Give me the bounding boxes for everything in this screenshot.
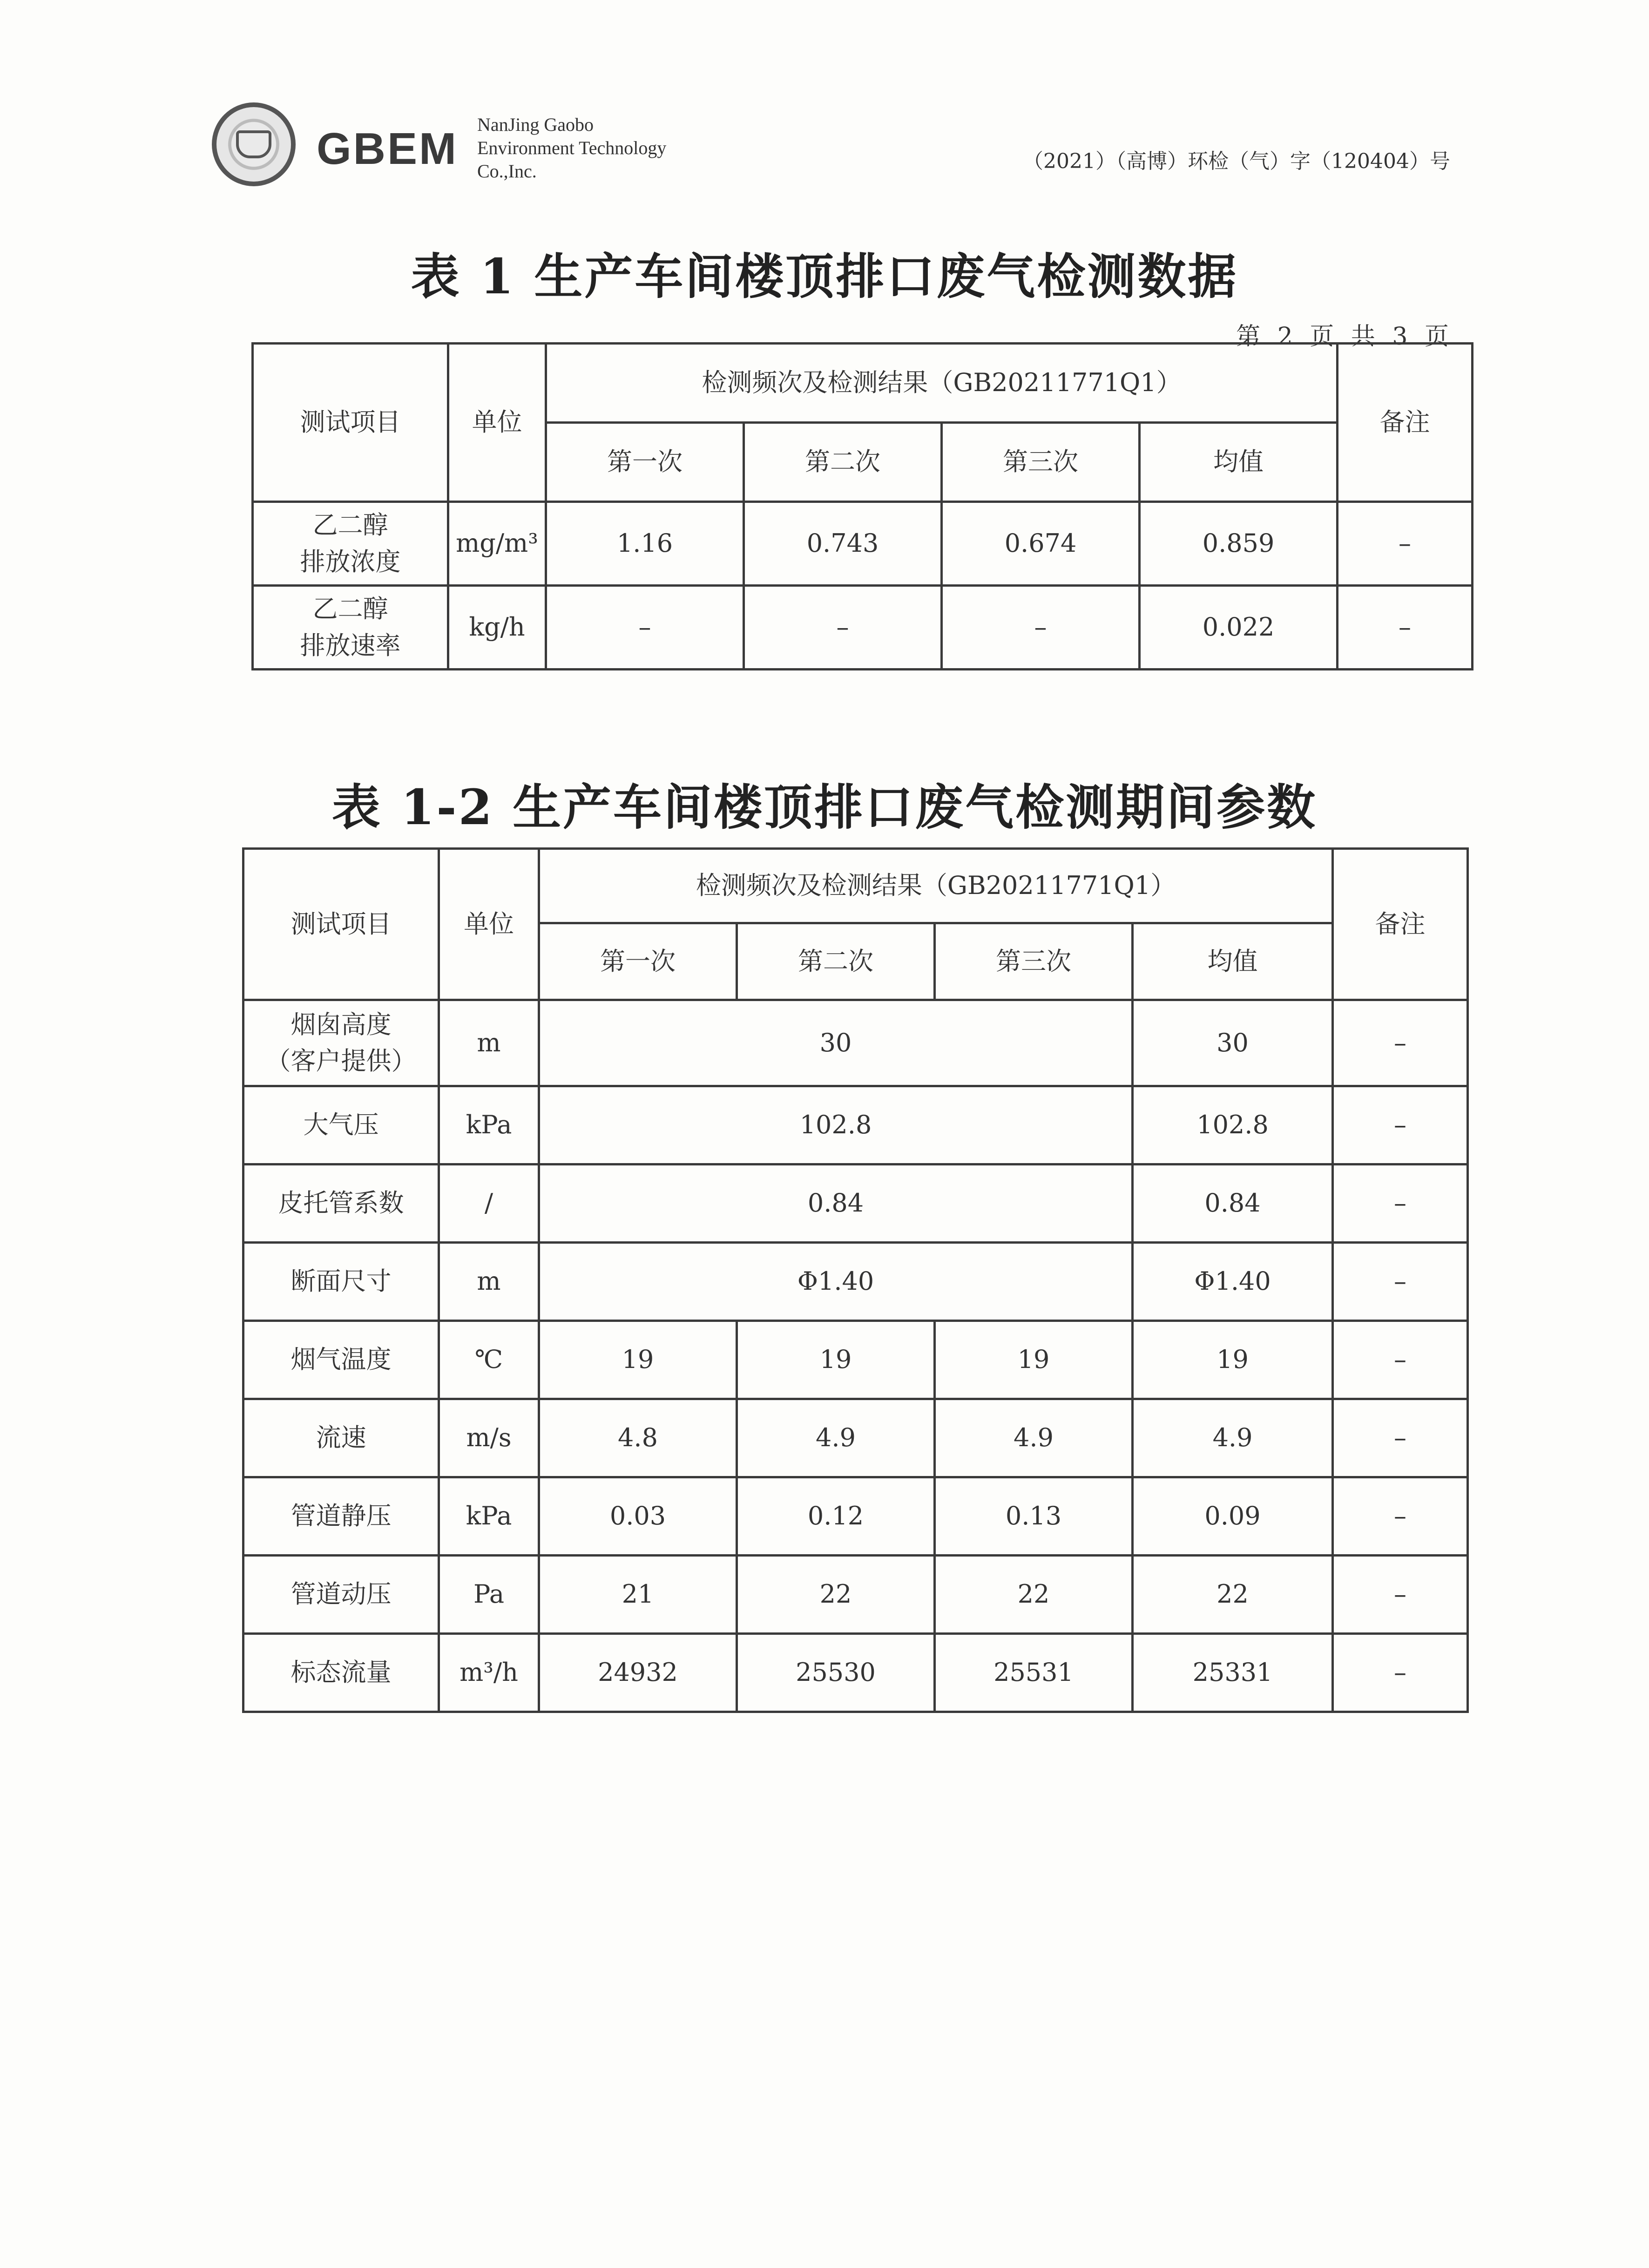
- row-mean: 30: [1133, 1000, 1333, 1086]
- table2-title: 表 1-2 生产车间楼顶排口废气检测期间参数: [331, 779, 1318, 836]
- row-unit: ℃: [439, 1321, 539, 1399]
- row-item: 断面尺寸: [243, 1243, 439, 1321]
- row-value-merged: 102.8: [539, 1086, 1133, 1164]
- row-item: 乙二醇 排放浓度: [253, 502, 448, 586]
- row-remark: –: [1333, 1000, 1468, 1086]
- row-unit: m: [439, 1243, 539, 1321]
- row-item: 烟气温度: [243, 1321, 439, 1399]
- row-remark: –: [1333, 1321, 1468, 1399]
- table1-header-mean: 均值: [1140, 423, 1338, 502]
- row-value-1: 19: [539, 1321, 737, 1399]
- row-mean: 0.022: [1140, 586, 1338, 670]
- table1-title: 表 1 生产车间楼顶排口废气检测数据: [411, 248, 1238, 305]
- table-row: [243, 1164, 1468, 1243]
- row-unit: kg/h: [448, 586, 546, 670]
- row-value-1: 4.8: [539, 1399, 737, 1477]
- row-value-2: 0.12: [737, 1477, 935, 1556]
- table-row: [253, 586, 1473, 670]
- table1-header-remark: 备注: [1338, 344, 1473, 502]
- row-remark: –: [1333, 1634, 1468, 1712]
- row-value-3: 19: [935, 1321, 1133, 1399]
- row-remark: –: [1333, 1243, 1468, 1321]
- row-unit: m/s: [439, 1399, 539, 1477]
- row-item: 乙二醇 排放速率: [253, 586, 448, 670]
- row-value-2: 0.743: [744, 502, 942, 586]
- row-unit: kPa: [439, 1477, 539, 1556]
- row-mean: 102.8: [1133, 1086, 1333, 1164]
- row-value-3: 0.674: [942, 502, 1140, 586]
- table-row: [243, 1634, 1468, 1712]
- company-line-2: Environment Technology: [477, 137, 667, 158]
- row-item: 管道动压: [243, 1556, 439, 1634]
- row-value-3: 4.9: [935, 1399, 1133, 1477]
- row-item: 烟囱高度 （客户提供）: [243, 1000, 439, 1086]
- table-row: [253, 502, 1473, 586]
- table1-header-group: 检测频次及检测结果（GB20211771Q1）: [546, 344, 1338, 423]
- row-unit: kPa: [439, 1086, 539, 1164]
- table2-header-run-3: 第三次: [935, 923, 1133, 1000]
- table1-header-unit: 单位: [448, 344, 546, 502]
- report-header: [212, 95, 1450, 203]
- table2-header-mean: 均值: [1133, 923, 1333, 1000]
- row-unit: mg/m³: [448, 502, 546, 586]
- company-line-1: NanJing Gaobo: [477, 114, 594, 135]
- row-unit: m³/h: [439, 1634, 539, 1712]
- row-value-2: 4.9: [737, 1399, 935, 1477]
- row-value-3: 25531: [935, 1634, 1133, 1712]
- row-remark: –: [1333, 1086, 1468, 1164]
- company-line-3: Co.,Inc.: [477, 161, 537, 182]
- row-value-1: 21: [539, 1556, 737, 1634]
- row-remark: –: [1333, 1399, 1468, 1477]
- row-value-2: –: [744, 586, 942, 670]
- row-mean: 25331: [1133, 1634, 1333, 1712]
- table2-header-run-1: 第一次: [539, 923, 737, 1000]
- table2-header-unit: 单位: [439, 849, 539, 1000]
- row-mean: 0.84: [1133, 1164, 1333, 1243]
- table-row: [243, 1556, 1468, 1634]
- row-item: 皮托管系数: [243, 1164, 439, 1243]
- table2-header-item: 测试项目: [243, 849, 439, 1000]
- report-number: （2021）（高博）环检（气）字（120404）号: [1023, 149, 1450, 173]
- table1-header-item: 测试项目: [253, 344, 448, 502]
- row-value-merged: Φ1.40: [539, 1243, 1133, 1321]
- logo-text: GBEM: [317, 124, 458, 174]
- row-remark: –: [1338, 502, 1473, 586]
- row-mean: 22: [1133, 1556, 1333, 1634]
- table2-header-group: 检测频次及检测结果（GB20211771Q1）: [539, 849, 1333, 923]
- row-value-3: –: [942, 586, 1140, 670]
- row-item: 流速: [243, 1399, 439, 1477]
- table2-header-remark: 备注: [1333, 849, 1468, 1000]
- table-row: [243, 1477, 1468, 1556]
- row-remark: –: [1333, 1477, 1468, 1556]
- row-remark: –: [1333, 1556, 1468, 1634]
- table1-header-run-2: 第二次: [744, 423, 942, 502]
- row-mean: 4.9: [1133, 1399, 1333, 1477]
- row-item: 大气压: [243, 1086, 439, 1164]
- row-item: 标态流量: [243, 1634, 439, 1712]
- company-seal-logo: [212, 102, 296, 186]
- row-value-1: 0.03: [539, 1477, 737, 1556]
- row-value-1: 24932: [539, 1634, 737, 1712]
- page-info: 第 2 页 共 3 页: [1236, 323, 1453, 351]
- table1-header-run-1: 第一次: [546, 423, 744, 502]
- row-item: 管道静压: [243, 1477, 439, 1556]
- row-mean: Φ1.40: [1133, 1243, 1333, 1321]
- table2-header-run-2: 第二次: [737, 923, 935, 1000]
- table-row: [243, 1000, 1468, 1086]
- table2: [242, 847, 1469, 1713]
- row-unit: Pa: [439, 1556, 539, 1634]
- row-unit: /: [439, 1164, 539, 1243]
- row-value-merged: 0.84: [539, 1164, 1133, 1243]
- row-value-2: 19: [737, 1321, 935, 1399]
- table-row: [243, 1086, 1468, 1164]
- row-remark: –: [1333, 1164, 1468, 1243]
- row-mean: 19: [1133, 1321, 1333, 1399]
- row-value-1: 1.16: [546, 502, 744, 586]
- table-row: [243, 1321, 1468, 1399]
- row-value-3: 0.13: [935, 1477, 1133, 1556]
- row-mean: 0.859: [1140, 502, 1338, 586]
- table1-header-run-3: 第三次: [942, 423, 1140, 502]
- row-remark: –: [1338, 586, 1473, 670]
- row-value-2: 22: [737, 1556, 935, 1634]
- row-value-2: 25530: [737, 1634, 935, 1712]
- table1: [251, 342, 1473, 670]
- row-value-1: –: [546, 586, 744, 670]
- row-unit: m: [439, 1000, 539, 1086]
- table-row: [243, 1399, 1468, 1477]
- row-value-3: 22: [935, 1556, 1133, 1634]
- row-value-merged: 30: [539, 1000, 1133, 1086]
- company-name: [477, 113, 738, 183]
- table-row: [243, 1243, 1468, 1321]
- row-mean: 0.09: [1133, 1477, 1333, 1556]
